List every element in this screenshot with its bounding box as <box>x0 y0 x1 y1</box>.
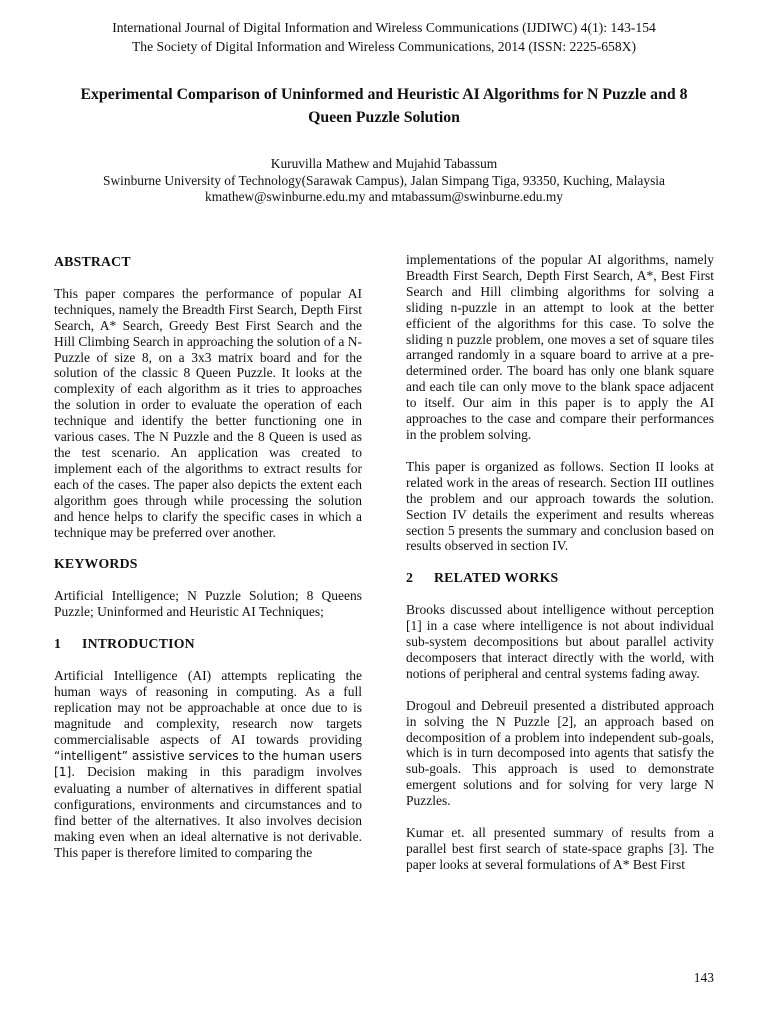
introduction-text <box>54 668 362 861</box>
left-column <box>54 252 362 877</box>
related-works-paragraph: Kumar et. all presented summary of results from a parallel best first search of state-space graphs [3]. The paper looks at several formulations of A* Best First <box>406 825 714 872</box>
paper-title: Experimental Comparison of Uninformed and Heuristic AI Algorithms for N Puzzle and 8 Queen Puzzle Solution <box>80 86 688 126</box>
section-number: 1 <box>54 636 62 652</box>
abstract-heading: ABSTRACT <box>54 254 131 269</box>
section-number: 2 <box>406 570 414 586</box>
author-names: Kuruvilla Mathew and Mujahid Tabassum <box>270 156 498 171</box>
running-header <box>0 18 768 56</box>
section-title: RELATED WORKS <box>434 570 559 586</box>
journal-line: International Journal of Digital Information and Wireless Communications (IJDIWC) 4(1): 143-154 <box>112 20 656 35</box>
society-line: The Society of Digital Information and Wireless Communications, 2014 (ISSN: 2225-658X) <box>132 39 636 54</box>
related-works-heading <box>406 570 714 586</box>
related-works-paragraph: Brooks discussed about intelligence without perception [1] in a case where intelligence is not about individual sub-system decompositions but about parallel activity decomposers that interact directly with the world, with notions of peripheral and central systems fading away. <box>406 602 714 681</box>
intro-text-sans-part: “intelligent” assistive services to the human users [1]. <box>54 748 362 780</box>
right-column <box>406 252 714 889</box>
keywords-heading: KEYWORDS <box>54 556 138 572</box>
section-title: INTRODUCTION <box>82 636 195 652</box>
organization-paragraph: This paper is organized as follows. Section II looks at related work in the areas of research. Section III outlines the problem and our approach towards the solution. Section IV details the experiment and results whereas section 5 presents the summary and conclusion based on results observed in section IV. <box>406 458 714 554</box>
intro-text-part: Artificial Intelligence (AI) attempts replicating the human ways of reasoning in computing. As a full replication may not be approachable at once due to is magnitude and complexity, research now targets commercialisable aspects of AI towards providing <box>54 668 362 747</box>
author-block <box>0 156 768 206</box>
related-works-paragraph: Drogoul and Debreuil presented a distributed approach in solving the N Puzzle [2], an approach based on decomposition of a problem into independent sub-goals, which is in turn decomposed into agents that satisfy the sub-goals. This approach is used to demonstrate emergent solutions and for solving for very large N Puzzles. <box>406 697 714 809</box>
page-number: 143 <box>693 970 714 985</box>
keywords-text: Artificial Intelligence; N Puzzle Solution; 8 Queens Puzzle; Uninformed and Heuristic AI Techniques; <box>54 588 362 620</box>
intro-text-part: Decision making in this paradigm involves evaluating a number of alternatives in different spatial configurations, environments and circumstances and to find better of the alternatives. It also involves decision making even when an ideal alternative is not derivable. This paper is therefore limited to comparing the <box>54 764 362 860</box>
abstract-text: This paper compares the performance of popular AI techniques, namely the Breadth First Search, Depth First Search, A* Search, Greedy Best First Search and the Hill Climbing Search in approaching the solution of a N-Puzzle of size 8, on a 3x3 matrix board and for the solution of the classic 8 Queen Puzzle. It looks at the complexity of each algorithm as it tries to approaches the solution in order to evaluate the operation of each technique and identify the better functioning one in various cases. The N Puzzle and the 8 Queen is used as the test scenario. An application was created to implement each of the algorithms to extract results for each of the cases. The paper also depicts the extent each algorithm goes through while processing the solution and hence helps to clarify the specific cases in which a technique may be preferred over another. <box>54 285 362 540</box>
author-affiliation: Swinburne University of Technology(Sarawak Campus), Jalan Simpang Tiga, 93350, Kuching, Malaysia <box>103 172 665 188</box>
author-emails: kmathew@swinburne.edu.my and mtabassum@swinburne.edu.my <box>205 189 563 204</box>
intro-continued-paragraph: implementations of the popular AI algorithms, namely Breadth First Search, Depth First Search, A*, Best First Search and Hill climbing algorithms for solving a sliding n-puzzle in an attempt to look at the better efficient of the algorithms for this case. To solve the sliding n puzzle problem, one moves a set of square tiles arranged randomly in a square board to arrive at a pre-determined order. The board has only one blank square and each tile can only move to the blank space adjacent to itself. Our aim in this paper is to apply the AI approaches to the case and compare their performances in the problem solving. <box>406 252 714 442</box>
introduction-heading <box>54 636 362 652</box>
